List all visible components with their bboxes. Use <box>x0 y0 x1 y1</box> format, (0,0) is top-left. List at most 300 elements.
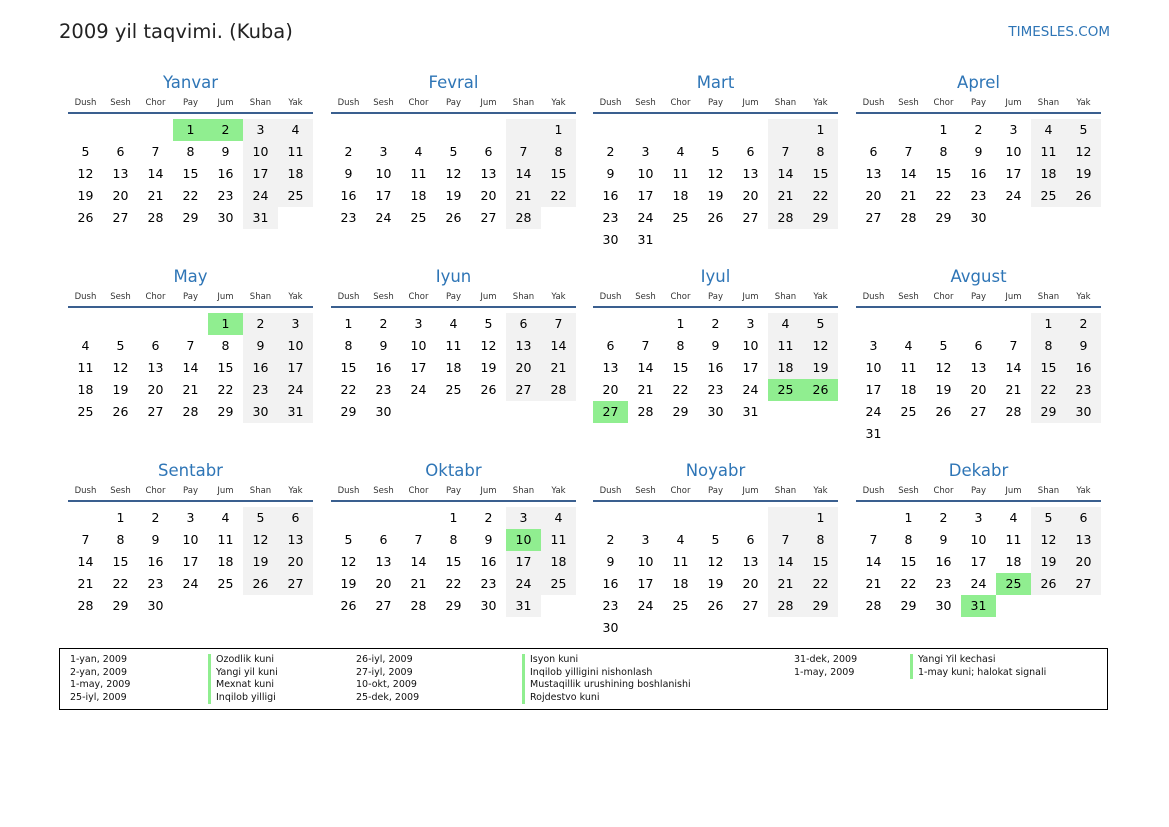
day-cell: 14 <box>147 166 164 181</box>
day-cell: 18 <box>445 360 462 375</box>
day-cell: 23 <box>707 382 724 397</box>
day-cell: 27 <box>375 598 392 613</box>
day-cell: 16 <box>375 360 392 375</box>
day-cell: 12 <box>243 529 278 551</box>
day-cell: 27 <box>112 210 129 225</box>
day-cell: 25 <box>217 576 234 591</box>
day-cell: 10 <box>742 338 759 353</box>
brand-link[interactable]: TIMESLES.COM <box>1008 24 1110 40</box>
day-cell: 25 <box>900 404 917 419</box>
day-cell: 1 <box>676 316 685 331</box>
empty-cell <box>698 507 733 529</box>
legend-date: 27-iyl, 2009 <box>356 666 413 678</box>
day-cell: 9 <box>939 532 948 547</box>
legend-date: 2-yan, 2009 <box>70 666 127 678</box>
day-cell: 28 <box>77 598 94 613</box>
empty-cell <box>891 313 926 335</box>
day-cell: 19 <box>707 576 724 591</box>
day-cell: 30 <box>147 598 164 613</box>
day-cell: 10 <box>865 360 882 375</box>
day-cell: 26 <box>243 573 278 595</box>
day-cell: 2 <box>939 510 948 525</box>
day-cell: 27 <box>970 404 987 419</box>
day-cell: 3 <box>414 316 423 331</box>
day-cell: 9 <box>1066 335 1101 357</box>
legend-date: 25-dek, 2009 <box>356 691 420 703</box>
day-cell: 23 <box>970 188 987 203</box>
empty-cell <box>68 119 103 141</box>
day-cell: 12 <box>112 360 129 375</box>
weekday-label: Jum <box>480 292 497 302</box>
month-avgust <box>856 267 1101 445</box>
weekday-header <box>68 98 313 114</box>
day-cell: 19 <box>340 576 357 591</box>
day-cell: 4 <box>676 532 685 547</box>
month-iyul <box>593 267 838 423</box>
day-cell: 5 <box>243 507 278 529</box>
day-cell: 7 <box>541 313 576 335</box>
day-cell: 5 <box>81 144 90 159</box>
day-cell: 14 <box>506 163 541 185</box>
weekday-label: Shan <box>512 292 535 302</box>
day-cell: 17 <box>1005 166 1022 181</box>
day-cell: 12 <box>707 554 724 569</box>
day-cell: 8 <box>1031 335 1066 357</box>
day-cell: 23 <box>602 210 619 225</box>
day-cell: 6 <box>974 338 983 353</box>
holiday-day-cell: 27 <box>593 401 628 423</box>
day-cell: 6 <box>869 144 878 159</box>
day-cell: 14 <box>541 335 576 357</box>
empty-cell <box>996 313 1031 335</box>
day-cell: 23 <box>340 210 357 225</box>
holiday-day-cell: 26 <box>803 379 838 401</box>
day-cell: 5 <box>1066 119 1101 141</box>
day-cell: 18 <box>278 163 313 185</box>
month-name: Iyul <box>700 267 731 286</box>
day-cell: 14 <box>768 163 803 185</box>
weekday-label: Jum <box>480 98 497 108</box>
month-oktabr <box>331 461 576 617</box>
day-cell: 13 <box>278 529 313 551</box>
day-grid <box>331 119 576 229</box>
weekday-header <box>593 292 838 308</box>
day-cell: 20 <box>506 357 541 379</box>
day-cell: 24 <box>506 573 541 595</box>
day-cell: 3 <box>746 316 755 331</box>
day-cell: 28 <box>410 598 427 613</box>
day-cell: 29 <box>445 598 462 613</box>
day-cell: 4 <box>81 338 90 353</box>
weekday-label: Sesh <box>898 98 919 108</box>
day-cell: 21 <box>147 188 164 203</box>
empty-cell <box>593 313 628 335</box>
day-cell: 10 <box>278 335 313 357</box>
day-grid <box>856 313 1101 445</box>
day-cell: 30 <box>1066 401 1101 423</box>
day-cell: 5 <box>711 532 720 547</box>
day-cell: 27 <box>480 210 497 225</box>
day-cell: 15 <box>182 166 199 181</box>
weekday-label: Chor <box>670 292 691 302</box>
day-cell: 29 <box>182 210 199 225</box>
weekday-label: Sesh <box>898 486 919 496</box>
empty-cell <box>593 119 628 141</box>
day-cell: 21 <box>541 357 576 379</box>
day-cell: 27 <box>147 404 164 419</box>
day-cell: 26 <box>445 210 462 225</box>
day-cell: 7 <box>768 141 803 163</box>
day-cell: 4 <box>414 144 423 159</box>
day-cell: 24 <box>182 576 199 591</box>
day-cell: 9 <box>711 338 720 353</box>
day-cell: 28 <box>506 207 541 229</box>
day-cell: 13 <box>742 166 759 181</box>
day-cell: 9 <box>151 532 160 547</box>
weekday-label: Dush <box>337 292 360 302</box>
day-cell: 1 <box>116 510 125 525</box>
day-cell: 25 <box>77 404 94 419</box>
day-cell: 8 <box>116 532 125 547</box>
weekday-label: Yak <box>1076 486 1091 496</box>
day-cell: 4 <box>541 507 576 529</box>
weekday-header <box>68 292 313 308</box>
weekday-label: Pay <box>446 486 461 496</box>
weekday-label: Shan <box>512 98 535 108</box>
day-cell: 17 <box>410 360 427 375</box>
legend-date: 26-iyl, 2009 <box>356 654 413 665</box>
day-cell: 3 <box>243 119 278 141</box>
day-cell: 11 <box>77 360 94 375</box>
day-cell: 29 <box>935 210 952 225</box>
empty-cell <box>628 119 663 141</box>
weekday-label: Dush <box>599 98 622 108</box>
day-cell: 30 <box>243 401 278 423</box>
legend-col3-dates <box>794 654 857 679</box>
day-grid <box>331 313 576 423</box>
legend-holiday-name: Ozodlik kuni <box>208 654 278 667</box>
day-cell: 17 <box>742 360 759 375</box>
holiday-day-cell: 31 <box>961 595 996 617</box>
day-cell: 22 <box>900 576 917 591</box>
day-cell: 31 <box>742 404 759 419</box>
weekday-label: Pay <box>183 292 198 302</box>
day-cell: 24 <box>637 598 654 613</box>
weekday-label: Pay <box>446 292 461 302</box>
day-cell: 10 <box>182 532 199 547</box>
weekday-header <box>331 486 576 502</box>
day-cell: 13 <box>742 554 759 569</box>
weekday-label: Dush <box>862 486 885 496</box>
legend-holiday-name: Yangi yil kuni <box>208 667 278 680</box>
day-cell: 21 <box>410 576 427 591</box>
day-grid <box>68 313 313 423</box>
weekday-label: Yak <box>551 98 566 108</box>
day-cell: 25 <box>672 598 689 613</box>
day-cell: 16 <box>340 188 357 203</box>
day-cell: 12 <box>445 166 462 181</box>
day-cell: 26 <box>77 210 94 225</box>
day-cell: 3 <box>641 532 650 547</box>
day-cell: 26 <box>1031 573 1066 595</box>
day-cell: 2 <box>344 144 353 159</box>
day-cell: 25 <box>672 210 689 225</box>
weekday-header <box>856 292 1101 308</box>
day-cell: 2 <box>606 144 615 159</box>
day-cell: 15 <box>672 360 689 375</box>
weekday-label: Yak <box>288 292 303 302</box>
legend-holiday-name: Mexnat kuni <box>208 679 278 692</box>
day-cell: 28 <box>147 210 164 225</box>
day-cell: 7 <box>641 338 650 353</box>
day-cell: 18 <box>768 357 803 379</box>
day-cell: 14 <box>1005 360 1022 375</box>
day-cell: 3 <box>379 144 388 159</box>
day-cell: 27 <box>742 210 759 225</box>
day-cell: 7 <box>904 144 913 159</box>
day-cell: 13 <box>506 335 541 357</box>
day-cell: 24 <box>865 404 882 419</box>
weekday-label: Shan <box>774 98 797 108</box>
month-may <box>68 267 313 423</box>
legend-date: 25-iyl, 2009 <box>70 691 127 703</box>
day-cell: 28 <box>541 379 576 401</box>
weekday-label: Jum <box>1005 98 1022 108</box>
day-cell: 3 <box>869 338 878 353</box>
day-cell: 14 <box>768 551 803 573</box>
legend-holiday-name: Isyon kuni <box>522 654 691 667</box>
day-cell: 25 <box>1031 185 1066 207</box>
day-cell: 8 <box>676 338 685 353</box>
day-cell: 20 <box>375 576 392 591</box>
empty-cell <box>856 507 891 529</box>
day-cell: 18 <box>77 382 94 397</box>
day-cell: 5 <box>939 338 948 353</box>
day-cell: 11 <box>278 141 313 163</box>
day-cell: 28 <box>865 598 882 613</box>
day-cell: 3 <box>974 510 983 525</box>
month-dekabr <box>856 461 1101 617</box>
empty-cell <box>68 507 103 529</box>
day-cell: 4 <box>676 144 685 159</box>
month-name: Fevral <box>428 73 479 92</box>
day-cell: 3 <box>186 510 195 525</box>
weekday-label: Dush <box>862 98 885 108</box>
day-grid <box>593 313 838 423</box>
weekday-label: Dush <box>74 98 97 108</box>
day-cell: 2 <box>484 510 493 525</box>
day-cell: 26 <box>112 404 129 419</box>
day-cell: 15 <box>445 554 462 569</box>
day-grid <box>68 507 313 617</box>
weekday-label: Shan <box>774 486 797 496</box>
day-cell: 14 <box>900 166 917 181</box>
day-cell: 7 <box>1009 338 1018 353</box>
day-cell: 30 <box>602 232 619 247</box>
weekday-label: Chor <box>408 292 429 302</box>
empty-cell <box>68 313 103 335</box>
day-cell: 4 <box>221 510 230 525</box>
weekday-label: Yak <box>288 486 303 496</box>
day-cell: 25 <box>445 382 462 397</box>
day-cell: 17 <box>506 551 541 573</box>
day-cell: 31 <box>865 426 882 441</box>
month-name: Aprel <box>957 73 1000 92</box>
weekday-label: Sesh <box>373 292 394 302</box>
day-cell: 9 <box>221 144 230 159</box>
day-cell: 30 <box>217 210 234 225</box>
day-cell: 16 <box>602 188 619 203</box>
day-cell: 30 <box>480 598 497 613</box>
day-cell: 20 <box>1066 551 1101 573</box>
weekday-label: Pay <box>708 292 723 302</box>
weekday-label: Chor <box>145 98 166 108</box>
day-cell: 29 <box>1031 401 1066 423</box>
day-cell: 7 <box>869 532 878 547</box>
day-cell: 14 <box>410 554 427 569</box>
day-cell: 6 <box>746 532 755 547</box>
weekday-label: Shan <box>774 292 797 302</box>
day-cell: 6 <box>746 144 755 159</box>
day-cell: 7 <box>151 144 160 159</box>
month-yanvar <box>68 73 313 229</box>
day-cell: 31 <box>506 595 541 617</box>
day-cell: 22 <box>935 188 952 203</box>
day-cell: 1 <box>449 510 458 525</box>
day-cell: 24 <box>410 382 427 397</box>
day-cell: 24 <box>742 382 759 397</box>
day-cell: 22 <box>672 382 689 397</box>
weekday-header <box>68 486 313 502</box>
day-cell: 21 <box>77 576 94 591</box>
day-cell: 18 <box>1005 554 1022 569</box>
day-cell: 11 <box>1031 141 1066 163</box>
weekday-label: Pay <box>708 486 723 496</box>
weekday-label: Sesh <box>635 98 656 108</box>
day-cell: 3 <box>1009 122 1018 137</box>
day-cell: 30 <box>375 404 392 419</box>
day-cell: 10 <box>375 166 392 181</box>
day-cell: 23 <box>1066 379 1101 401</box>
empty-cell <box>768 507 803 529</box>
weekday-label: Jum <box>742 292 759 302</box>
weekday-label: Jum <box>1005 486 1022 496</box>
weekday-label: Shan <box>512 486 535 496</box>
month-mart <box>593 73 838 251</box>
empty-cell <box>401 119 436 141</box>
empty-cell <box>401 507 436 529</box>
day-cell: 19 <box>480 360 497 375</box>
empty-cell <box>366 119 401 141</box>
day-cell: 2 <box>151 510 160 525</box>
day-cell: 17 <box>182 554 199 569</box>
month-name: Noyabr <box>685 461 746 480</box>
day-cell: 5 <box>711 144 720 159</box>
legend-col2-dates <box>356 654 419 704</box>
weekday-label: Shan <box>249 292 272 302</box>
day-cell: 27 <box>1066 573 1101 595</box>
day-cell: 21 <box>1005 382 1022 397</box>
day-grid <box>856 507 1101 617</box>
legend-date: 10-okt, 2009 <box>356 679 417 691</box>
day-cell: 20 <box>480 188 497 203</box>
day-cell: 12 <box>803 335 838 357</box>
weekday-label: Jum <box>217 98 234 108</box>
day-cell: 23 <box>147 576 164 591</box>
day-cell: 19 <box>803 357 838 379</box>
weekday-label: Jum <box>217 486 234 496</box>
day-cell: 20 <box>147 382 164 397</box>
holiday-day-cell: 25 <box>768 379 803 401</box>
day-cell: 25 <box>410 210 427 225</box>
day-cell: 20 <box>278 551 313 573</box>
empty-cell <box>663 507 698 529</box>
weekday-label: Shan <box>249 486 272 496</box>
empty-cell <box>436 119 471 141</box>
weekday-label: Pay <box>971 98 986 108</box>
day-cell: 8 <box>449 532 458 547</box>
day-cell: 8 <box>803 529 838 551</box>
weekday-label: Sesh <box>373 98 394 108</box>
day-cell: 3 <box>641 144 650 159</box>
day-cell: 15 <box>541 163 576 185</box>
day-cell: 18 <box>410 188 427 203</box>
day-cell: 30 <box>707 404 724 419</box>
empty-cell <box>663 119 698 141</box>
page-title: 2009 yil taqvimi. (Kuba) <box>59 20 293 43</box>
month-aprel <box>856 73 1101 229</box>
day-cell: 6 <box>506 313 541 335</box>
day-cell: 8 <box>344 338 353 353</box>
weekday-label: Dush <box>862 292 885 302</box>
weekday-label: Sesh <box>110 292 131 302</box>
day-cell: 2 <box>243 313 278 335</box>
day-cell: 11 <box>900 360 917 375</box>
day-cell: 15 <box>803 551 838 573</box>
weekday-label: Pay <box>971 486 986 496</box>
day-grid <box>593 507 838 639</box>
day-cell: 22 <box>340 382 357 397</box>
weekday-header <box>593 486 838 502</box>
day-cell: 21 <box>865 576 882 591</box>
day-cell: 26 <box>707 210 724 225</box>
month-fevral <box>331 73 576 229</box>
day-cell: 11 <box>768 335 803 357</box>
empty-cell <box>768 119 803 141</box>
day-cell: 29 <box>672 404 689 419</box>
day-cell: 31 <box>278 401 313 423</box>
day-cell: 10 <box>637 554 654 569</box>
weekday-label: Jum <box>217 292 234 302</box>
weekday-label: Jum <box>480 486 497 496</box>
holiday-day-cell: 2 <box>208 119 243 141</box>
day-cell: 18 <box>541 551 576 573</box>
day-cell: 23 <box>243 379 278 401</box>
weekday-label: Yak <box>1076 98 1091 108</box>
weekday-label: Chor <box>670 98 691 108</box>
weekday-label: Chor <box>933 486 954 496</box>
month-sentabr <box>68 461 313 617</box>
day-cell: 12 <box>77 166 94 181</box>
month-name: Sentabr <box>158 461 223 480</box>
day-cell: 27 <box>506 379 541 401</box>
day-cell: 28 <box>768 207 803 229</box>
weekday-label: Sesh <box>898 292 919 302</box>
day-cell: 17 <box>865 382 882 397</box>
day-cell: 4 <box>1009 510 1018 525</box>
legend-holiday-name: Rojdestvo kuni <box>522 692 691 705</box>
empty-cell <box>856 313 891 335</box>
